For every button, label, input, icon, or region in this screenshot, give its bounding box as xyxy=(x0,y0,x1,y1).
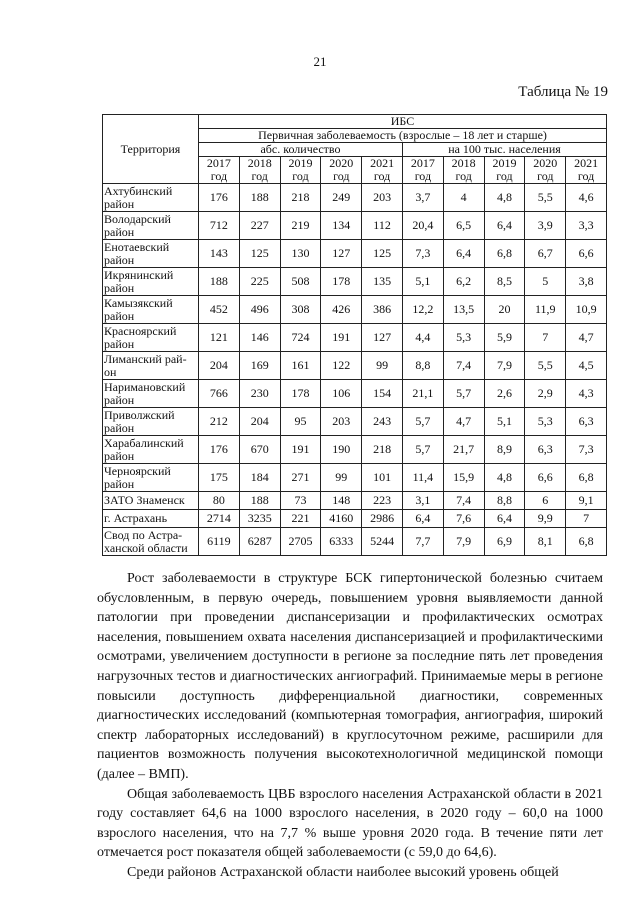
territory-cell xyxy=(103,212,199,240)
abs-value-cell: 203 xyxy=(321,408,362,436)
rate-value-cell: 12,2 xyxy=(402,296,443,324)
table-row xyxy=(103,510,607,528)
abs-value-cell: 426 xyxy=(321,296,362,324)
abs-value-cell: 191 xyxy=(321,324,362,352)
table-row xyxy=(103,492,607,510)
abs-value-cell: 227 xyxy=(239,212,280,240)
abs-value-cell: 125 xyxy=(362,240,403,268)
rate-value-cell: 8,9 xyxy=(484,436,525,464)
table-row xyxy=(103,464,607,492)
abs-value-cell: 106 xyxy=(321,380,362,408)
rate-value-cell: 6,6 xyxy=(566,240,607,268)
table-row xyxy=(103,352,607,380)
abs-value-cell: 99 xyxy=(362,352,403,380)
year-unit: год xyxy=(251,169,268,183)
abs-value-cell: 135 xyxy=(362,268,403,296)
territory-name: Камызякский xyxy=(104,295,173,310)
year-unit: год xyxy=(537,169,554,183)
abs-value-cell: 308 xyxy=(280,296,321,324)
rate-value-cell: 7 xyxy=(525,324,566,352)
rate-value-cell: 8,8 xyxy=(402,352,443,380)
abs-value-cell: 184 xyxy=(239,464,280,492)
rate-value-cell: 10,9 xyxy=(566,296,607,324)
rate-value-cell: 4,4 xyxy=(402,324,443,352)
abs-group-header: абс. количество xyxy=(199,143,403,157)
abs-value-cell: 169 xyxy=(239,352,280,380)
abs-value-cell: 271 xyxy=(280,464,321,492)
disease-header: ИБС xyxy=(199,115,607,129)
abs-value-cell: 3235 xyxy=(239,510,280,528)
rate-value-cell: 7 xyxy=(566,510,607,528)
table-caption: Таблица № 19 xyxy=(518,84,608,100)
year-unit: год xyxy=(455,169,472,183)
rate-value-cell: 5,7 xyxy=(443,380,484,408)
rate-value-cell: 3,7 xyxy=(402,184,443,212)
year-header xyxy=(443,157,484,184)
abs-value-cell: 223 xyxy=(362,492,403,510)
rate-value-cell: 5,5 xyxy=(525,184,566,212)
abs-value-cell: 175 xyxy=(199,464,240,492)
rate-value-cell: 5,3 xyxy=(525,408,566,436)
year-unit: год xyxy=(577,169,595,183)
rate-value-cell: 6,3 xyxy=(525,436,566,464)
territory-cell xyxy=(103,528,199,556)
rate-value-cell: 6 xyxy=(525,492,566,510)
territory-cell xyxy=(103,240,199,268)
rate-value-cell: 3,9 xyxy=(525,212,566,240)
territory-name: Наримановский xyxy=(104,379,186,394)
abs-value-cell: 178 xyxy=(280,380,321,408)
rate-value-cell: 6,6 xyxy=(525,464,566,492)
table-row xyxy=(103,436,607,464)
rate-value-cell: 5,9 xyxy=(484,324,525,352)
abs-value-cell: 143 xyxy=(199,240,240,268)
territory-cell xyxy=(103,510,199,528)
territory-cell xyxy=(103,408,199,436)
morbidity-table xyxy=(102,114,607,556)
abs-value-cell: 134 xyxy=(321,212,362,240)
abs-value-cell: 99 xyxy=(321,464,362,492)
territory-name: район xyxy=(104,252,135,267)
rate-value-cell: 21,7 xyxy=(443,436,484,464)
paragraph: Среди районов Астраханской области наиболее высокий уровень общей xyxy=(127,864,559,880)
year-unit: год xyxy=(373,169,391,183)
year-value: 2021 xyxy=(574,156,599,170)
abs-value-cell: 496 xyxy=(239,296,280,324)
rate-value-cell: 4,7 xyxy=(443,408,484,436)
year-value: 2019 xyxy=(492,156,517,170)
rate-value-cell: 4,7 xyxy=(566,324,607,352)
rate-value-cell: 6,4 xyxy=(443,240,484,268)
abs-value-cell: 121 xyxy=(199,324,240,352)
rate-value-cell: 7,9 xyxy=(443,528,484,556)
rate-value-cell: 9,1 xyxy=(566,492,607,510)
territory-name: район xyxy=(104,476,135,491)
rate-value-cell: 11,9 xyxy=(525,296,566,324)
table-row xyxy=(103,184,607,212)
territory-name: район xyxy=(104,308,135,323)
territory-name: район xyxy=(104,448,135,463)
abs-value-cell: 176 xyxy=(199,184,240,212)
territory-cell xyxy=(103,464,199,492)
abs-value-cell: 95 xyxy=(280,408,321,436)
abs-value-cell: 670 xyxy=(239,436,280,464)
rate-value-cell: 5,1 xyxy=(402,268,443,296)
abs-value-cell: 230 xyxy=(239,380,280,408)
year-header xyxy=(321,157,362,184)
rate-value-cell: 6,9 xyxy=(484,528,525,556)
rate-value-cell: 6,4 xyxy=(484,212,525,240)
rate-value-cell: 5,7 xyxy=(402,436,443,464)
abs-value-cell: 101 xyxy=(362,464,403,492)
rate-value-cell: 8,1 xyxy=(525,528,566,556)
year-header xyxy=(280,157,321,184)
territory-name: Енотаевский xyxy=(104,239,170,254)
abs-value-cell: 127 xyxy=(321,240,362,268)
territory-cell xyxy=(103,352,199,380)
abs-value-cell: 2986 xyxy=(362,510,403,528)
abs-value-cell: 188 xyxy=(239,184,280,212)
rate-value-cell: 20 xyxy=(484,296,525,324)
year-value: 2020 xyxy=(533,156,558,170)
territory-name: ЗАТО Знаменск xyxy=(104,493,185,507)
rate-value-cell: 6,5 xyxy=(443,212,484,240)
rate-value-cell: 4 xyxy=(443,184,484,212)
rate-value-cell: 5 xyxy=(525,268,566,296)
year-value: 2017 xyxy=(206,156,231,170)
territory-name: Харабалинский xyxy=(104,435,184,450)
abs-value-cell: 130 xyxy=(280,240,321,268)
abs-value-cell: 73 xyxy=(280,492,321,510)
abs-value-cell: 191 xyxy=(280,436,321,464)
rate-value-cell: 4,5 xyxy=(566,352,607,380)
rate-value-cell: 6,3 xyxy=(566,408,607,436)
territory-cell xyxy=(103,492,199,510)
territory-name: Приволжский xyxy=(104,407,175,422)
table-row xyxy=(103,240,607,268)
abs-value-cell: 125 xyxy=(239,240,280,268)
rate-value-cell: 6,2 xyxy=(443,268,484,296)
rate-value-cell: 7,7 xyxy=(402,528,443,556)
rate-value-cell: 7,6 xyxy=(443,510,484,528)
rate-value-cell: 8,8 xyxy=(484,492,525,510)
territory-name: он xyxy=(104,364,117,379)
territory-name: район xyxy=(104,280,135,295)
abs-value-cell: 154 xyxy=(362,380,403,408)
territory-name: ханской области xyxy=(104,540,188,555)
territory-name: район xyxy=(104,196,135,211)
year-header xyxy=(402,157,443,184)
rate-value-cell: 2,9 xyxy=(525,380,566,408)
rate-value-cell: 6,7 xyxy=(525,240,566,268)
year-value: 2018 xyxy=(247,156,272,170)
rate-value-cell: 13,5 xyxy=(443,296,484,324)
territory-name: Красноярский xyxy=(104,323,177,338)
year-value: 2019 xyxy=(288,156,313,170)
rate-value-cell: 7,4 xyxy=(443,492,484,510)
rate-value-cell: 6,8 xyxy=(566,464,607,492)
territory-name: район xyxy=(104,336,135,351)
rate-value-cell: 2,6 xyxy=(484,380,525,408)
territory-name: Черноярский xyxy=(104,463,171,478)
abs-value-cell: 112 xyxy=(362,212,403,240)
territory-cell xyxy=(103,184,199,212)
rate-value-cell: 7,3 xyxy=(566,436,607,464)
territory-cell xyxy=(103,324,199,352)
abs-value-cell: 161 xyxy=(280,352,321,380)
abs-value-cell: 243 xyxy=(362,408,403,436)
territory-name: Ахтубинский xyxy=(104,183,173,198)
rate-value-cell: 4,6 xyxy=(566,184,607,212)
territory-name: Володарский xyxy=(104,211,171,226)
year-header xyxy=(525,157,566,184)
rate-value-cell: 20,4 xyxy=(402,212,443,240)
abs-value-cell: 2714 xyxy=(199,510,240,528)
year-value: 2017 xyxy=(410,156,435,170)
territory-name: Свод по Астра- xyxy=(104,527,183,542)
abs-value-cell: 724 xyxy=(280,324,321,352)
year-header xyxy=(566,157,607,184)
paragraph: Рост заболеваемости в структуре БСК гипертонической болезнью считаем обусловленным, в первую очередь, повышением уровня выявляемости данной патологии при проведении диспансеризации и профилактических осмотрах населения, повышением охвата населения диспансеризацией и профилактическими осмотрами, увеличением доступности в регионе за последние пять лет проведения нагрузочных тестов и диагностических ангиографий. Принимаемые меры в регионе повысили доступность дифференциальной диагностики, современных диагностических исследований (компьютерная томография, ангиография, широкий спектр лабораторных исследований) в круглосуточном режиме, расширили для пациентов возможность получения высокотехнологичной медицинской помощи (далее – ВМП). xyxy=(97,571,603,782)
abs-value-cell: 218 xyxy=(280,184,321,212)
abs-value-cell: 176 xyxy=(199,436,240,464)
rate-value-cell: 5,7 xyxy=(402,408,443,436)
abs-value-cell: 212 xyxy=(199,408,240,436)
abs-value-cell: 452 xyxy=(199,296,240,324)
abs-value-cell: 6119 xyxy=(199,528,240,556)
territory-cell xyxy=(103,268,199,296)
abs-value-cell: 6333 xyxy=(321,528,362,556)
rate-value-cell: 5,5 xyxy=(525,352,566,380)
abs-value-cell: 766 xyxy=(199,380,240,408)
abs-value-cell: 219 xyxy=(280,212,321,240)
subtitle-header: Первичная заболеваемость (взрослые – 18 лет и старше) xyxy=(199,129,607,143)
rate-value-cell: 6,4 xyxy=(484,510,525,528)
rate-value-cell: 7,4 xyxy=(443,352,484,380)
abs-value-cell: 204 xyxy=(199,352,240,380)
abs-value-cell: 5244 xyxy=(362,528,403,556)
year-value: 2021 xyxy=(370,156,395,170)
year-unit: год xyxy=(210,169,228,183)
rate-value-cell: 3,8 xyxy=(566,268,607,296)
territory-name: район xyxy=(104,420,135,435)
abs-value-cell: 225 xyxy=(239,268,280,296)
rate-value-cell: 3,1 xyxy=(402,492,443,510)
rate-value-cell: 9,9 xyxy=(525,510,566,528)
abs-value-cell: 221 xyxy=(280,510,321,528)
rate-value-cell: 7,9 xyxy=(484,352,525,380)
rate-value-cell: 15,9 xyxy=(443,464,484,492)
territory-name: район xyxy=(104,392,135,407)
rate-value-cell: 21,1 xyxy=(402,380,443,408)
year-unit: год xyxy=(333,169,350,183)
rate-value-cell: 11,4 xyxy=(402,464,443,492)
year-header xyxy=(199,157,240,184)
abs-value-cell: 508 xyxy=(280,268,321,296)
table-row xyxy=(103,268,607,296)
rate-value-cell: 8,5 xyxy=(484,268,525,296)
abs-value-cell: 188 xyxy=(199,268,240,296)
year-value: 2020 xyxy=(329,156,354,170)
table-row xyxy=(103,324,607,352)
territory-cell xyxy=(103,436,199,464)
page-number: 21 xyxy=(313,54,327,69)
territory-name: район xyxy=(104,224,135,239)
territory-cell xyxy=(103,296,199,324)
abs-value-cell: 148 xyxy=(321,492,362,510)
rate-value-cell: 4,3 xyxy=(566,380,607,408)
abs-value-cell: 203 xyxy=(362,184,403,212)
territory-name: Икрянинский xyxy=(104,267,174,282)
year-unit: год xyxy=(292,169,309,183)
table-row xyxy=(103,380,607,408)
rate-value-cell: 6,8 xyxy=(484,240,525,268)
body-text xyxy=(97,569,603,883)
abs-value-cell: 122 xyxy=(321,352,362,380)
territory-name: Лиманский рай- xyxy=(104,351,187,366)
territory-header: Территория xyxy=(103,115,199,184)
abs-value-cell: 712 xyxy=(199,212,240,240)
rate-value-cell: 6,4 xyxy=(402,510,443,528)
abs-value-cell: 4160 xyxy=(321,510,362,528)
rate-value-cell: 5,3 xyxy=(443,324,484,352)
table-row xyxy=(103,408,607,436)
table-row xyxy=(103,212,607,240)
abs-value-cell: 190 xyxy=(321,436,362,464)
year-unit: год xyxy=(414,169,432,183)
territory-cell xyxy=(103,380,199,408)
rate-value-cell: 6,8 xyxy=(566,528,607,556)
territory-name: г. Астрахань xyxy=(104,511,168,525)
abs-value-cell: 178 xyxy=(321,268,362,296)
abs-value-cell: 188 xyxy=(239,492,280,510)
abs-value-cell: 249 xyxy=(321,184,362,212)
abs-value-cell: 204 xyxy=(239,408,280,436)
year-header xyxy=(362,157,403,184)
table-row xyxy=(103,296,607,324)
rate-value-cell: 5,1 xyxy=(484,408,525,436)
abs-value-cell: 386 xyxy=(362,296,403,324)
paragraph: Общая заболеваемость ЦВБ взрослого населения Астраханской области в 2021 году составляет 64,6 на 1000 взрослого населения, в 2020 году – 60,0 на 1000 взрослого населения, что на 7,7 % выше уровня 2020 года. В течение пяти лет отмечается рост показателя общей заболеваемости (с 59,0 до 64,6). xyxy=(97,786,603,861)
rate-value-cell: 7,3 xyxy=(402,240,443,268)
abs-value-cell: 146 xyxy=(239,324,280,352)
rate-value-cell: 4,8 xyxy=(484,184,525,212)
year-header xyxy=(484,157,525,184)
abs-value-cell: 6287 xyxy=(239,528,280,556)
year-unit: год xyxy=(496,169,513,183)
abs-value-cell: 218 xyxy=(362,436,403,464)
abs-value-cell: 127 xyxy=(362,324,403,352)
rate-group-header: на 100 тыс. населения xyxy=(402,143,606,157)
year-header xyxy=(239,157,280,184)
abs-value-cell: 2705 xyxy=(280,528,321,556)
year-value: 2018 xyxy=(451,156,476,170)
table-row xyxy=(103,528,607,556)
abs-value-cell: 80 xyxy=(199,492,240,510)
rate-value-cell: 3,3 xyxy=(566,212,607,240)
rate-value-cell: 4,8 xyxy=(484,464,525,492)
